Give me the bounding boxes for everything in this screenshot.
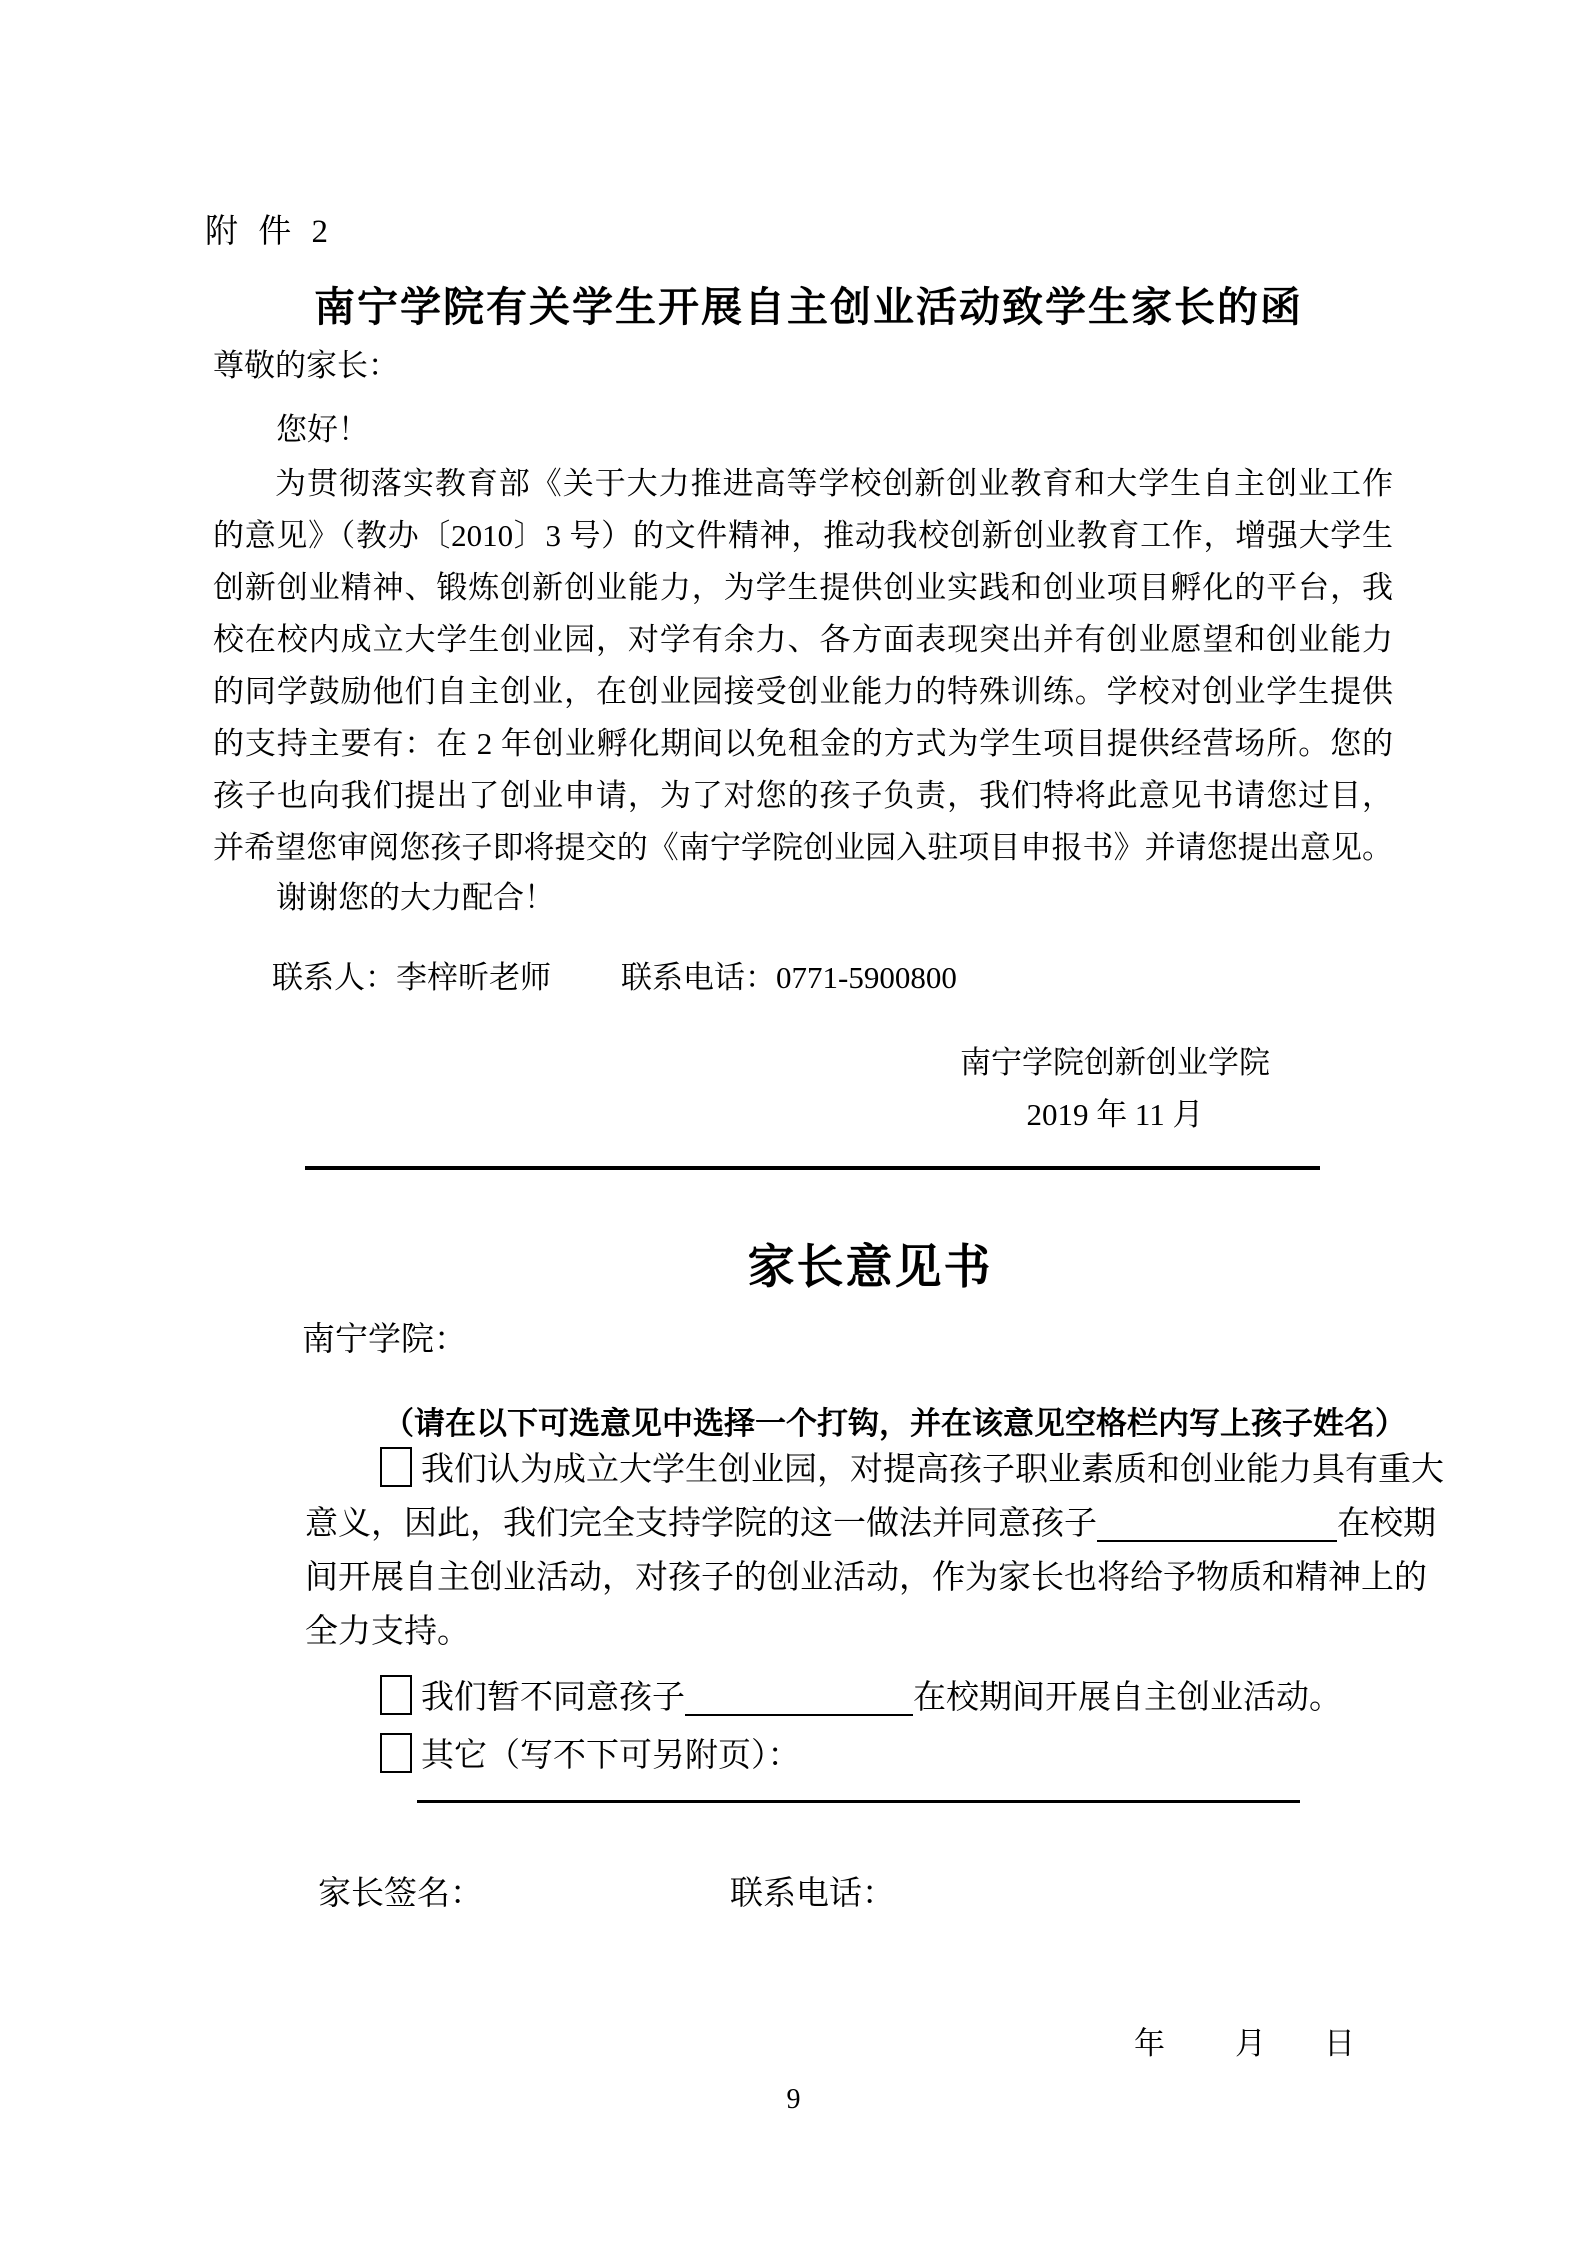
option3-text: 其它（写不下可另附页）： — [421, 1738, 801, 1774]
letter-body — [213, 458, 1393, 874]
date-line — [1134, 2018, 1355, 2063]
option1-text-line3: 间开展自主创业活动，对孩子的创业活动，作为家长也将给予物质和精神上的 — [305, 1560, 1427, 1596]
section-divider — [305, 1166, 1320, 1170]
contact-phone: 联系电话：0771-5900800 — [621, 960, 957, 995]
other-opinion-blank-line — [417, 1800, 1300, 1803]
letter-body-line: 的支持主要有：在 2 年创业孵化期间以免租金的方式为学生项目提供经营场所。您的 — [213, 726, 1393, 761]
letter-title: 南宁学院有关学生开展自主创业活动致学生家长的函 — [314, 284, 1303, 330]
parent-signature-label: 家长签名： — [318, 1876, 483, 1912]
form-instruction: （请在以下可选意见中选择一个打钩，并在该意见空格栏内写上孩子姓名） — [383, 1406, 1406, 1441]
form-option-1-line2 — [305, 1498, 1445, 1550]
option3-checkbox-icon — [380, 1733, 412, 1773]
letter-body-line: 校在校内成立大学生创业园，对学有余力、各方面表现突出并有创业愿望和创业能力 — [213, 622, 1393, 657]
child-name-blank-2 — [685, 1678, 913, 1716]
letter-body-line: 创新创业精神、锻炼创新创业能力，为学生提供创业实践和创业项目孵化的平台，我 — [213, 570, 1393, 605]
greeting: 您好！ — [276, 412, 369, 447]
letter-body-line: 孩子也向我们提出了创业申请，为了对您的孩子负责，我们特将此意见书请您过目， — [213, 778, 1393, 813]
year-label: 年 — [1134, 2026, 1165, 2061]
month-label: 月 — [1235, 2026, 1266, 2061]
form-option-1 — [380, 1444, 1444, 1496]
form-option-3 — [380, 1730, 801, 1782]
child-name-blank — [1097, 1504, 1337, 1542]
contact-line — [272, 952, 957, 1004]
attachment-label: 附 件 2 — [205, 214, 334, 250]
option1-text-line2-after: 在校期 — [1337, 1506, 1436, 1542]
day-label: 日 — [1324, 2026, 1355, 2061]
signature-org: 南宁学院创新创业学院 — [960, 1045, 1270, 1080]
option2-text: 我们暂不同意孩子 — [421, 1680, 685, 1716]
form-addressee: 南宁学院： — [302, 1322, 467, 1358]
option1-checkbox-icon — [380, 1447, 412, 1487]
option2-text-after: 在校期间开展自主创业活动。 — [913, 1680, 1342, 1716]
salutation: 尊敬的家长： — [213, 348, 399, 383]
letter-closing: 谢谢您的大力配合！ — [276, 880, 555, 915]
option1-text-line1: 我们认为成立大学生创业园，对提高孩子职业素质和创业能力具有重大 — [421, 1452, 1444, 1488]
letter-body-line: 的意见》（教办〔2010〕3 号）的文件精神，推动我校创新创业教育工作，增强大学生 — [213, 518, 1393, 553]
form-option-2 — [380, 1672, 1342, 1724]
form-title: 家长意见书 — [747, 1240, 993, 1293]
option1-text-line4: 全力支持。 — [305, 1614, 470, 1650]
contact-phone-label: 联系电话： — [730, 1876, 895, 1912]
letter-body-line: 的同学鼓励他们自主创业，在创业园接受创业能力的特殊训练。学校对创业学生提供 — [213, 674, 1393, 709]
contact-person: 联系人：李梓昕老师 — [272, 960, 551, 995]
page-number: 9 — [786, 2084, 801, 2115]
letter-body-line: 为贯彻落实教育部《关于大力推进高等学校创新创业教育和大学生自主创业工作 — [275, 466, 1393, 501]
letter-body-line: 并希望您审阅您孩子即将提交的《南宁学院创业园入驻项目申报书》并请您提出意见。 — [213, 830, 1393, 865]
signature-date: 2019 年 11 月 — [1026, 1097, 1204, 1132]
option2-checkbox-icon — [380, 1675, 412, 1715]
option1-text-line2: 意义，因此，我们完全支持学院的这一做法并同意孩子 — [305, 1506, 1097, 1542]
